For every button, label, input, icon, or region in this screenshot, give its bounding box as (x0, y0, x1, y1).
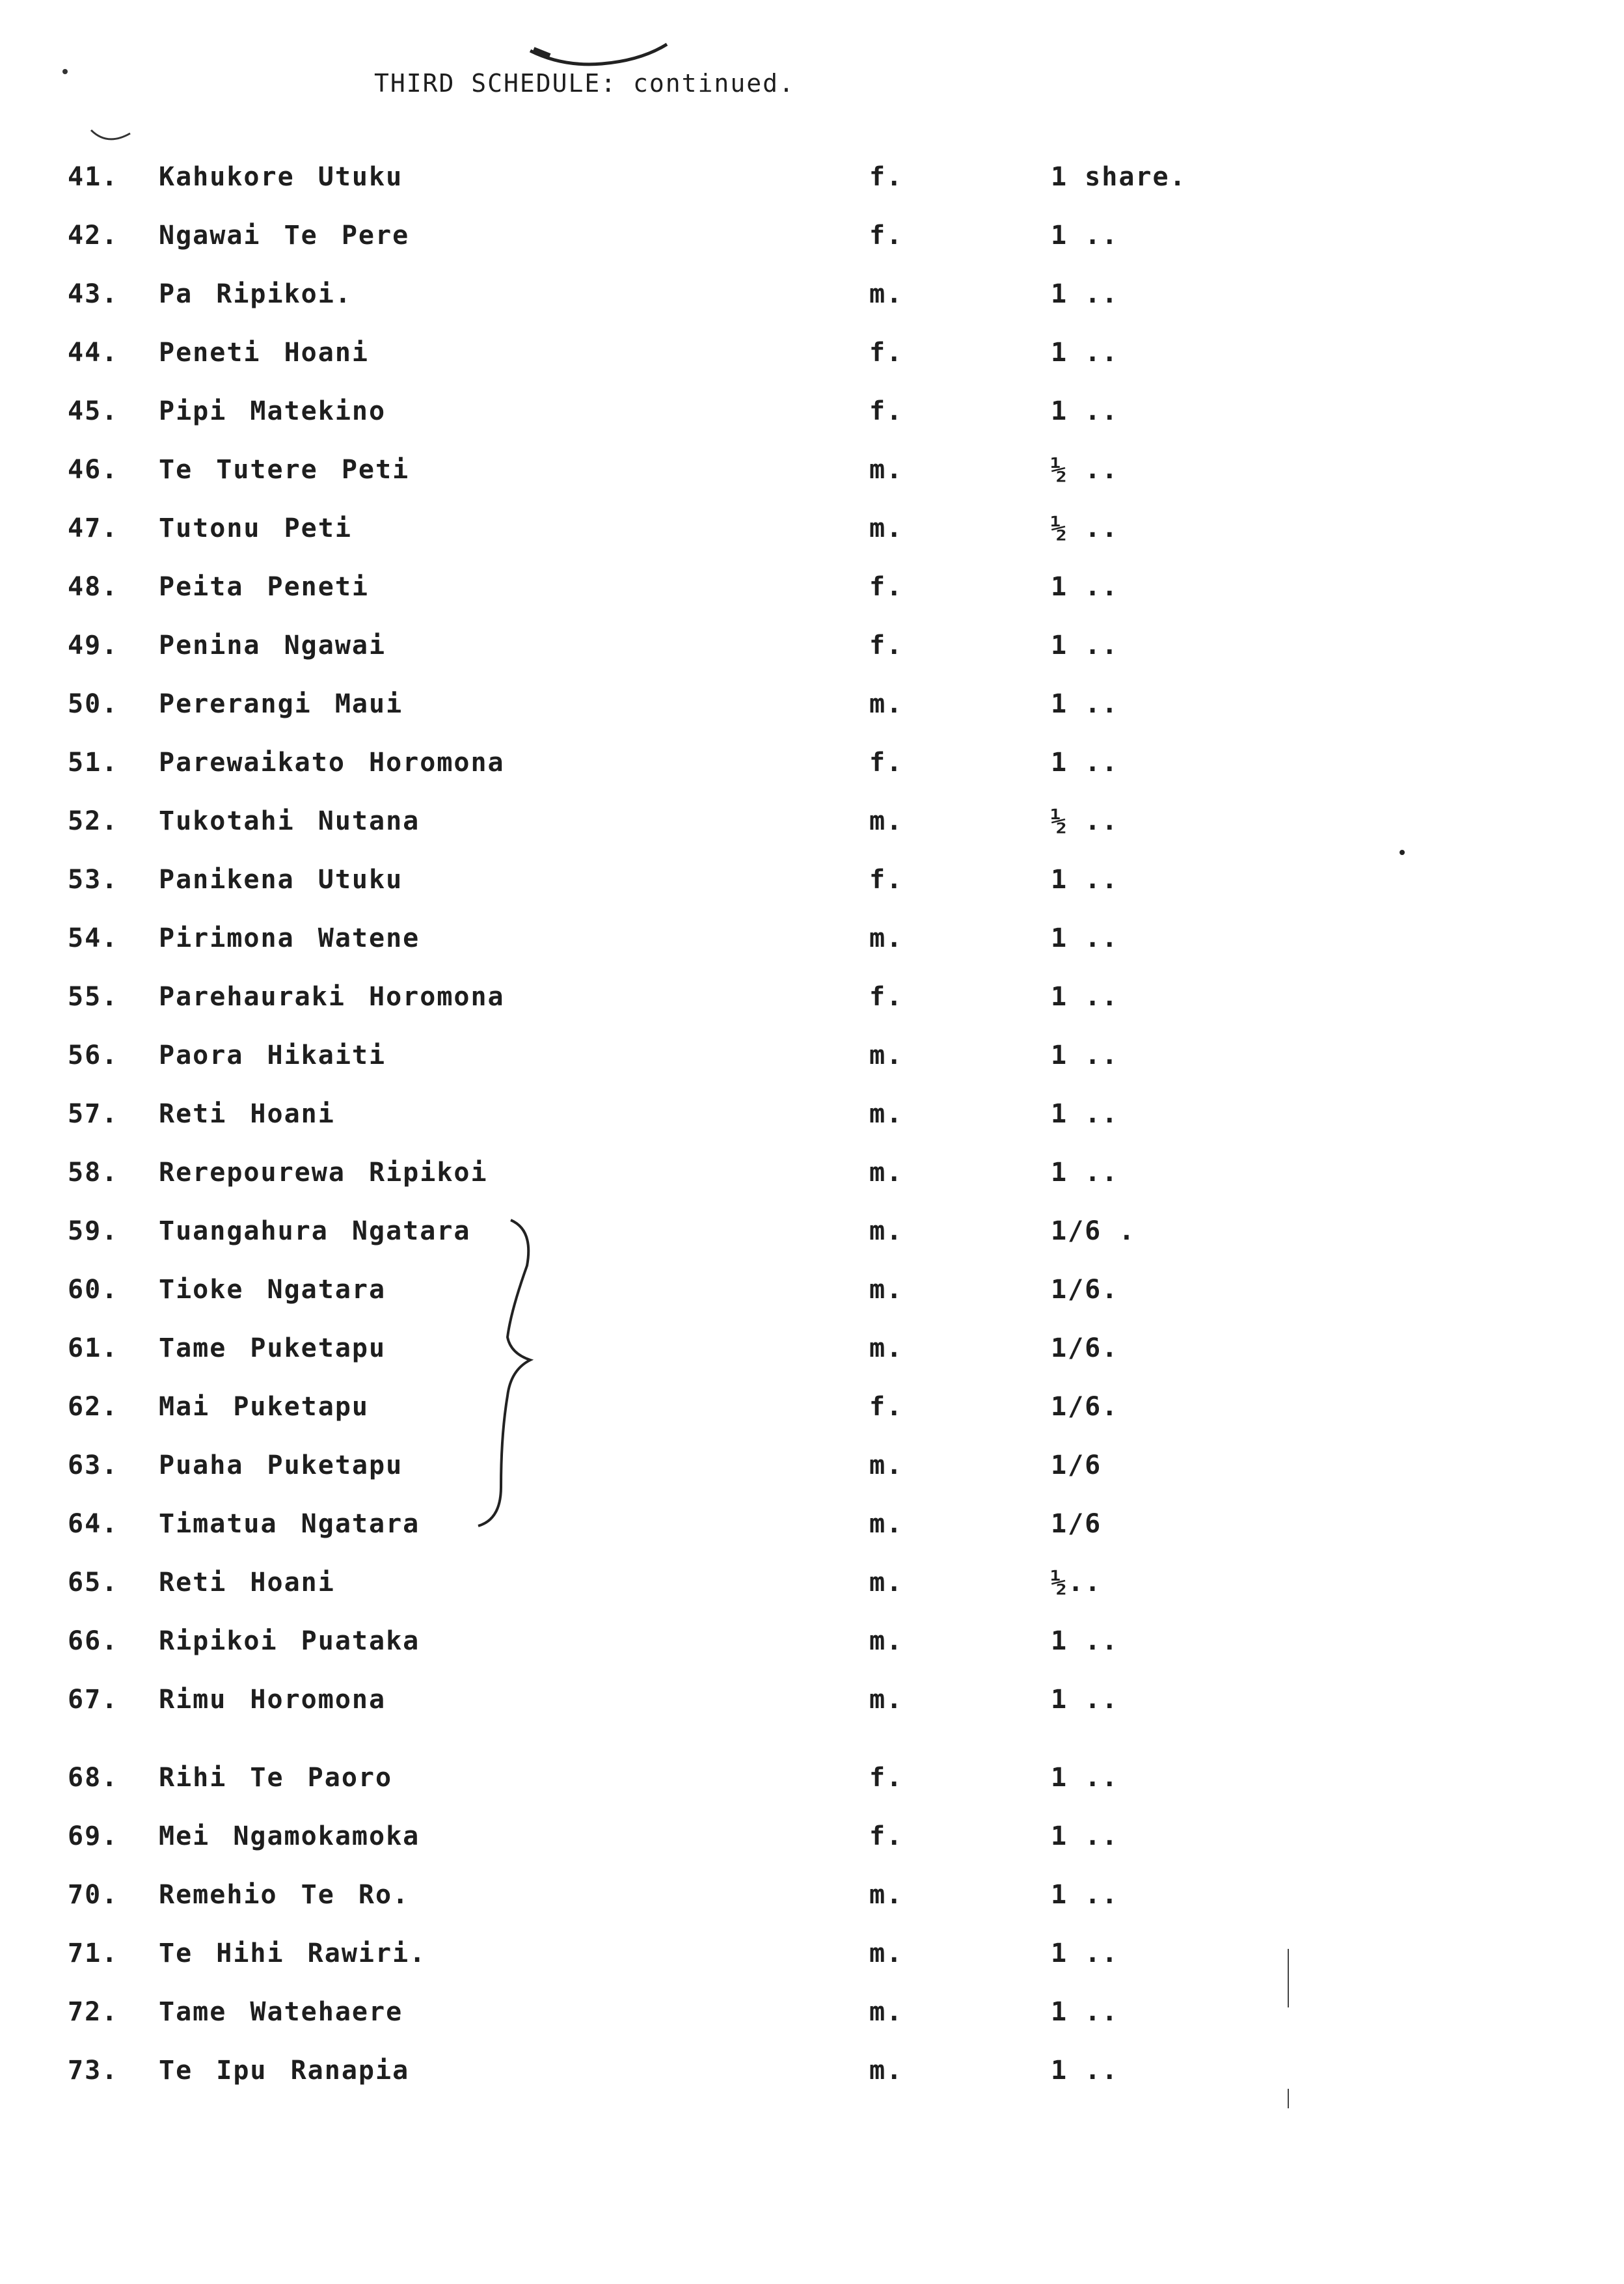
entry-share: 1 .. (1051, 631, 1119, 660)
entry-share: 1/6. (1051, 1333, 1119, 1363)
entry-sex: m. (869, 806, 904, 836)
entry-number: 50. (68, 689, 119, 719)
table-row (0, 925, 1624, 977)
table-row (0, 457, 1624, 509)
entry-sex: m. (869, 1685, 904, 1715)
entry-number: 72. (68, 1997, 119, 2027)
speck (1396, 846, 1409, 859)
table-row (0, 984, 1624, 1036)
entry-name: Penina Ngawai (159, 631, 386, 660)
entry-sex: m. (869, 1040, 904, 1070)
table-row (0, 1277, 1624, 1329)
table-row (0, 164, 1624, 216)
entry-name: Ngawai Te Pere (159, 221, 410, 251)
table-row (0, 1765, 1624, 1817)
entry-sex: f. (869, 1821, 904, 1851)
entry-sex: f. (869, 631, 904, 660)
entry-sex: m. (869, 1450, 904, 1480)
entry-sex: m. (869, 1216, 904, 1246)
entry-name: Tioke Ngatara (159, 1275, 386, 1305)
entry-name: Pa Ripikoi. (159, 279, 352, 309)
entry-number: 53. (68, 865, 119, 895)
entry-number: 58. (68, 1158, 119, 1188)
entry-name: Rerepourewa Ripikoi (159, 1158, 488, 1188)
entry-name: Timatua Ngatara (159, 1509, 420, 1539)
entry-sex: m. (869, 1158, 904, 1188)
entry-number: 60. (68, 1275, 119, 1305)
entry-share: 1 .. (1051, 923, 1119, 953)
entry-share: 1/6. (1051, 1275, 1119, 1305)
table-row (0, 1218, 1624, 1270)
entry-number: 68. (68, 1763, 119, 1793)
table-row (0, 1570, 1624, 1622)
entry-number: 52. (68, 806, 119, 836)
table-row (0, 632, 1624, 685)
table-row (0, 691, 1624, 743)
table-row (0, 340, 1624, 392)
entry-share: ½ .. (1051, 513, 1119, 543)
entry-share: 1 .. (1051, 221, 1119, 251)
entry-name: Tukotahi Nutana (159, 806, 420, 836)
entry-share: 1 .. (1051, 865, 1119, 895)
margin-line-small (1282, 2086, 1295, 2112)
entry-name: Parewaikato Horomona (159, 748, 505, 778)
entry-share: 1 .. (1051, 1821, 1119, 1851)
table-row (0, 808, 1624, 860)
entry-number: 66. (68, 1626, 119, 1656)
entry-share: 1 .. (1051, 396, 1119, 426)
table-row (0, 515, 1624, 567)
entry-name: Puaha Puketapu (159, 1450, 403, 1480)
entry-number: 51. (68, 748, 119, 778)
entry-sex: f. (869, 221, 904, 251)
entry-number: 71. (68, 1938, 119, 1968)
entry-sex: m. (869, 1275, 904, 1305)
entry-number: 69. (68, 1821, 119, 1851)
table-row (0, 1101, 1624, 1153)
entry-share: 1 .. (1051, 689, 1119, 719)
entry-sex: m. (869, 2056, 904, 2086)
entry-number: 49. (68, 631, 119, 660)
entry-sex: m. (869, 689, 904, 719)
entry-name: Kahukore Utuku (159, 162, 403, 192)
entry-number: 43. (68, 279, 119, 309)
entry-share: 1 .. (1051, 572, 1119, 602)
entry-sex: f. (869, 396, 904, 426)
entry-share: 1 .. (1051, 1938, 1119, 1968)
entry-number: 54. (68, 923, 119, 953)
entry-number: 47. (68, 513, 119, 543)
entry-name: Peita Peneti (159, 572, 369, 602)
entry-number: 41. (68, 162, 119, 192)
entry-sex: m. (869, 1509, 904, 1539)
entry-sex: m. (869, 1626, 904, 1656)
entry-sex: m. (869, 923, 904, 953)
entry-share: 1/6 . (1051, 1216, 1136, 1246)
entry-share: 1 .. (1051, 1880, 1119, 1910)
entry-sex: m. (869, 1880, 904, 1910)
entry-share: 1 .. (1051, 1040, 1119, 1070)
entry-number: 42. (68, 221, 119, 251)
entry-name: Tutonu Peti (159, 513, 352, 543)
entry-name: Reti Hoani (159, 1099, 335, 1129)
entry-sex: f. (869, 748, 904, 778)
entry-share: 1 .. (1051, 748, 1119, 778)
entry-name: Parehauraki Horomona (159, 982, 505, 1012)
entry-sex: f. (869, 338, 904, 368)
table-row (0, 223, 1624, 275)
table-row (0, 574, 1624, 626)
table-row (0, 1511, 1624, 1563)
entry-share: 1 .. (1051, 1626, 1119, 1656)
entry-name: Te Tutere Peti (159, 455, 410, 485)
entry-number: 67. (68, 1685, 119, 1715)
entry-number: 59. (68, 1216, 119, 1246)
entry-name: Tame Puketapu (159, 1333, 386, 1363)
entry-number: 46. (68, 455, 119, 485)
entry-sex: f. (869, 865, 904, 895)
table-row (0, 750, 1624, 802)
entry-number: 55. (68, 982, 119, 1012)
entry-share: 1 .. (1051, 982, 1119, 1012)
table-row (0, 1999, 1624, 2051)
entry-name: Pirimona Watene (159, 923, 420, 953)
entry-share: 1 .. (1051, 2056, 1119, 2086)
table-row (0, 867, 1624, 919)
page-title: THIRD SCHEDULE: continued. (374, 69, 795, 98)
entry-number: 73. (68, 2056, 119, 2086)
entry-share: 1 .. (1051, 1158, 1119, 1188)
entry-share: 1/6. (1051, 1392, 1119, 1422)
entry-number: 57. (68, 1099, 119, 1129)
entry-name: Paora Hikaiti (159, 1040, 386, 1070)
entry-number: 48. (68, 572, 119, 602)
entry-number: 62. (68, 1392, 119, 1422)
entry-number: 63. (68, 1450, 119, 1480)
entry-sex: f. (869, 572, 904, 602)
entry-name: Mei Ngamokamoka (159, 1821, 420, 1851)
entry-number: 64. (68, 1509, 119, 1539)
entry-name: Rimu Horomona (159, 1685, 386, 1715)
table-row (0, 1823, 1624, 1875)
entry-share: 1 .. (1051, 1099, 1119, 1129)
entry-number: 56. (68, 1040, 119, 1070)
entry-share: 1 .. (1051, 1763, 1119, 1793)
entry-share: 1 .. (1051, 279, 1119, 309)
entry-number: 45. (68, 396, 119, 426)
entry-sex: f. (869, 162, 904, 192)
entry-share: ½.. (1051, 1568, 1102, 1597)
table-row (0, 1687, 1624, 1739)
table-row (0, 1335, 1624, 1387)
table-row (0, 1394, 1624, 1446)
table-row (0, 1628, 1624, 1680)
entry-share: 1/6 (1051, 1450, 1102, 1480)
entry-name: Pererangi Maui (159, 689, 403, 719)
entry-share: 1 share. (1051, 162, 1187, 192)
entry-sex: m. (869, 1997, 904, 2027)
entry-number: 65. (68, 1568, 119, 1597)
table-row (0, 1042, 1624, 1094)
entry-name: Te Ipu Ranapia (159, 2056, 410, 2086)
entry-share: 1/6 (1051, 1509, 1102, 1539)
entry-name: Tuangahura Ngatara (159, 1216, 471, 1246)
margin-line (1282, 1946, 1295, 2011)
entry-sex: m. (869, 279, 904, 309)
entry-name: Reti Hoani (159, 1568, 335, 1597)
entry-share: 1 .. (1051, 1997, 1119, 2027)
entry-sex: m. (869, 455, 904, 485)
entry-name: Mai Puketapu (159, 1392, 369, 1422)
entry-name: Pipi Matekino (159, 396, 386, 426)
entry-sex: f. (869, 1763, 904, 1793)
table-row (0, 1160, 1624, 1212)
entry-sex: f. (869, 1392, 904, 1422)
table-row (0, 281, 1624, 333)
entry-share: 1 .. (1051, 1685, 1119, 1715)
group-bracket (472, 1214, 543, 1539)
entry-sex: f. (869, 982, 904, 1012)
entry-sex: m. (869, 1938, 904, 1968)
entry-number: 61. (68, 1333, 119, 1363)
entry-name: Peneti Hoani (159, 338, 369, 368)
entry-name: Remehio Te Ro. (159, 1880, 410, 1910)
entry-name: Tame Watehaere (159, 1997, 403, 2027)
entry-number: 70. (68, 1880, 119, 1910)
entry-sex: m. (869, 1568, 904, 1597)
table-row (0, 1882, 1624, 1934)
entry-name: Ripikoi Puataka (159, 1626, 420, 1656)
entry-sex: m. (869, 1099, 904, 1129)
entry-name: Te Hihi Rawiri. (159, 1938, 427, 1968)
table-row (0, 1452, 1624, 1504)
table-row (0, 2058, 1624, 2110)
table-row (0, 398, 1624, 450)
table-row (0, 1940, 1624, 1992)
entry-name: Panikena Utuku (159, 865, 403, 895)
entry-share: ½ .. (1051, 806, 1119, 836)
entry-sex: m. (869, 1333, 904, 1363)
entry-number: 44. (68, 338, 119, 368)
entry-share: ½ .. (1051, 455, 1119, 485)
entry-name: Rihi Te Paoro (159, 1763, 393, 1793)
entry-sex: m. (869, 513, 904, 543)
entry-share: 1 .. (1051, 338, 1119, 368)
